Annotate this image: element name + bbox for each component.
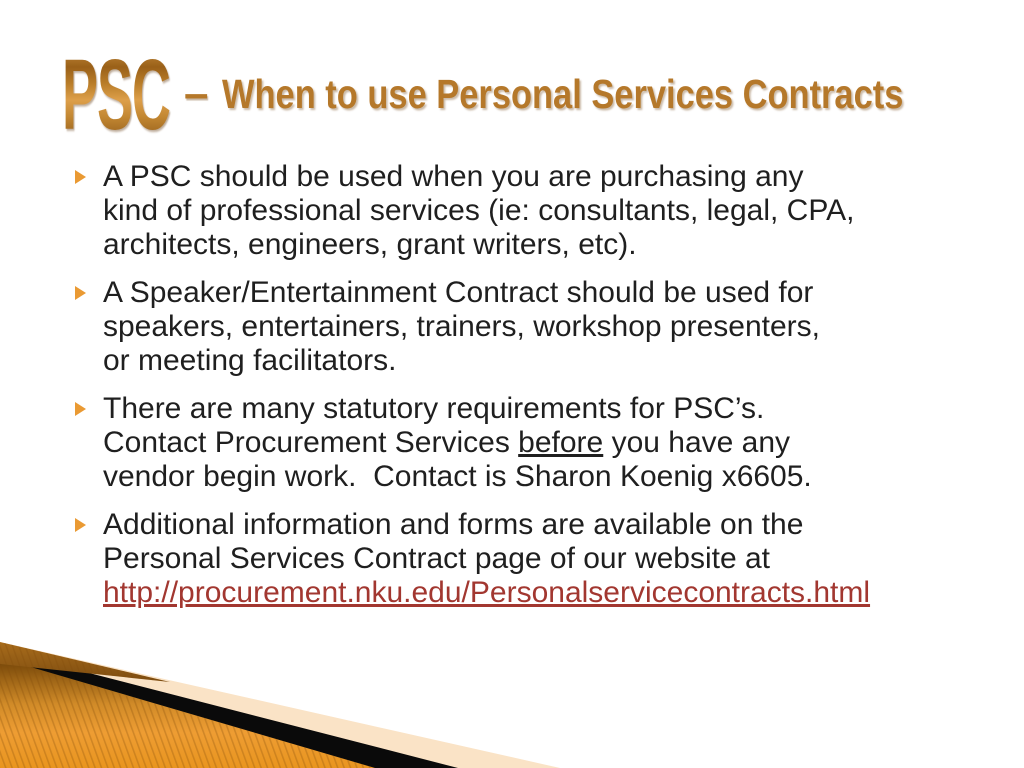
title-acronym-wrap xyxy=(62,39,174,151)
slide-title xyxy=(62,39,1024,151)
website-hyperlink[interactable]: http://procurement.nku.edu/Personalservicecontracts.html xyxy=(103,576,871,609)
underlined-word: before xyxy=(518,426,604,459)
swoosh-gold-top-band xyxy=(0,642,170,682)
bullet-text-line: Personal Services Contract page of our website at xyxy=(103,542,771,575)
bullet-arrow-icon xyxy=(75,170,86,184)
list-item xyxy=(75,508,1015,610)
bullet-text-segment: Contact Procurement Services xyxy=(103,426,519,459)
bullet-text-line: architects, engineers, grant writers, etc). xyxy=(103,228,637,261)
bullet-text-line: speakers, entertainers, trainers, workshop presenters, xyxy=(103,310,820,343)
bullet-text-line: There are many statutory requirements for PSC’s. xyxy=(103,392,765,425)
bullet-text-line: Additional information and forms are available on the xyxy=(103,508,804,541)
swoosh-gold-top-band-texture xyxy=(0,642,170,682)
bullet-list xyxy=(75,160,1015,624)
bullet-text-line: A Speaker/Entertainment Contract should be used for xyxy=(103,276,814,309)
bullet-text-line xyxy=(103,576,1015,610)
swoosh-gold-shape xyxy=(0,658,375,768)
list-item xyxy=(75,160,1015,262)
bullet-arrow-icon xyxy=(75,286,86,300)
bullet-text-line: or meeting facilitators. xyxy=(103,344,397,377)
title-acronym: PSC xyxy=(62,39,170,151)
bullet-text-line: vendor begin work. Contact is Sharon Koenig x6605. xyxy=(103,460,812,493)
bullet-text-segment: you have any xyxy=(603,426,791,459)
title-dash: – xyxy=(184,69,209,118)
swoosh-black-stripe xyxy=(0,650,458,768)
bullet-arrow-icon xyxy=(75,518,86,532)
swoosh-gold-texture xyxy=(0,658,375,768)
bullet-text-line xyxy=(103,426,1015,460)
bullet-text-line: A PSC should be used when you are purchasing any xyxy=(103,160,804,193)
bullet-arrow-icon xyxy=(75,402,86,416)
list-item xyxy=(75,276,1015,378)
bullet-text-line: kind of professional services (ie: consultants, legal, CPA, xyxy=(103,194,855,227)
swoosh-peach-stripe xyxy=(0,642,560,768)
title-subtitle: When to use Personal Services Contracts xyxy=(222,71,904,117)
list-item xyxy=(75,392,1015,494)
